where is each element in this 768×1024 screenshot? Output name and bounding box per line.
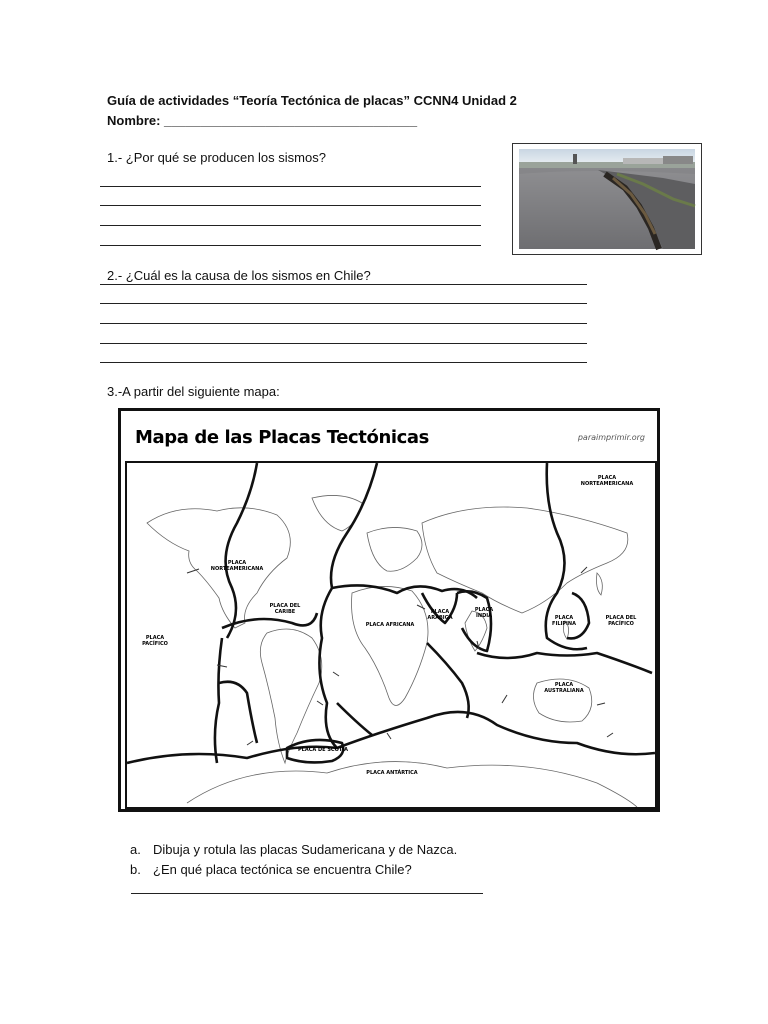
- label-plate-filipina-line1: PLACA: [554, 615, 574, 621]
- subquestion-a-marker: a.: [130, 842, 141, 857]
- label-plate-scotia: PLACA DE SCOTIA: [298, 747, 348, 753]
- earthquake-road-crack-photo: [512, 143, 702, 255]
- question-2: 2.- ¿Cuál es la causa de los sismos en Chile?: [107, 268, 371, 283]
- label-plate-australiana-line2: AUSTRALIANA: [544, 688, 584, 694]
- label-plate-india-line2: INDIA: [476, 613, 492, 619]
- answer-line[interactable]: [100, 284, 587, 285]
- label-plate-pacifico-right-line2: PACÍFICO: [608, 621, 634, 627]
- answer-line[interactable]: [100, 225, 481, 226]
- label-plate-caribe-line2: CARIBE: [274, 609, 296, 615]
- worksheet-title: Guía de actividades “Teoría Tectónica de placas” CCNN4 Unidad 2: [107, 93, 517, 108]
- subquestion-b: ¿En qué placa tectónica se encuentra Chile?: [153, 862, 412, 877]
- answer-line[interactable]: [100, 186, 481, 187]
- label-plate-pacifico-line2: PACÍFICO: [142, 641, 168, 647]
- map-title: Mapa de las Placas Tectónicas: [135, 427, 429, 448]
- label-plate-arabiga-line2: ARÁBIGA: [427, 615, 453, 621]
- label-plate-filipina-line2: FILIPINA: [552, 621, 576, 627]
- subquestion-a: Dibuja y rotula las placas Sudamericana y de Nazca.: [153, 842, 458, 857]
- label-plate-arabiga-line1: PLACA: [430, 609, 450, 615]
- label-plate-africana: PLACA AFRICANA: [365, 622, 415, 628]
- map-body: [125, 461, 657, 809]
- label-plate-caribe-line1: PLACA DEL: [269, 603, 301, 609]
- answer-line[interactable]: [100, 362, 587, 363]
- answer-line[interactable]: [131, 893, 483, 894]
- answer-line[interactable]: [100, 343, 587, 344]
- answer-line[interactable]: [100, 323, 587, 324]
- plate-boundaries: [127, 463, 655, 763]
- label-plate-norteamericana-line1: PLACA: [227, 560, 247, 566]
- label-plate-antartica: PLACA ANTÁRTICA: [366, 770, 418, 776]
- answer-line[interactable]: [100, 205, 481, 206]
- question-1: 1.- ¿Por qué se producen los sismos?: [107, 150, 326, 165]
- subquestion-b-marker: b.: [130, 862, 141, 877]
- label-plate-pacifico-right-line1: PLACA DEL: [605, 615, 637, 621]
- answer-line[interactable]: [100, 303, 587, 304]
- tectonic-plates-map: [118, 408, 660, 812]
- label-plate-australiana-line1: PLACA: [554, 682, 574, 688]
- label-plate-norteamericana-line2: NORTEAMERICANA: [210, 566, 264, 572]
- label-plate-norteamericana-right-line2: NORTEAMERICANA: [580, 481, 634, 487]
- question-3: 3.-A partir del siguiente mapa:: [107, 384, 280, 399]
- name-label: Nombre: ___________________________________: [107, 113, 418, 128]
- map-brand-logo: paraimprimir.org: [577, 433, 645, 442]
- answer-line[interactable]: [100, 245, 481, 246]
- label-plate-india-line1: PLACA: [474, 607, 494, 613]
- label-plate-pacifico-line1: PLACA: [145, 635, 165, 641]
- label-plate-norteamericana-right-line1: PLACA: [597, 475, 617, 481]
